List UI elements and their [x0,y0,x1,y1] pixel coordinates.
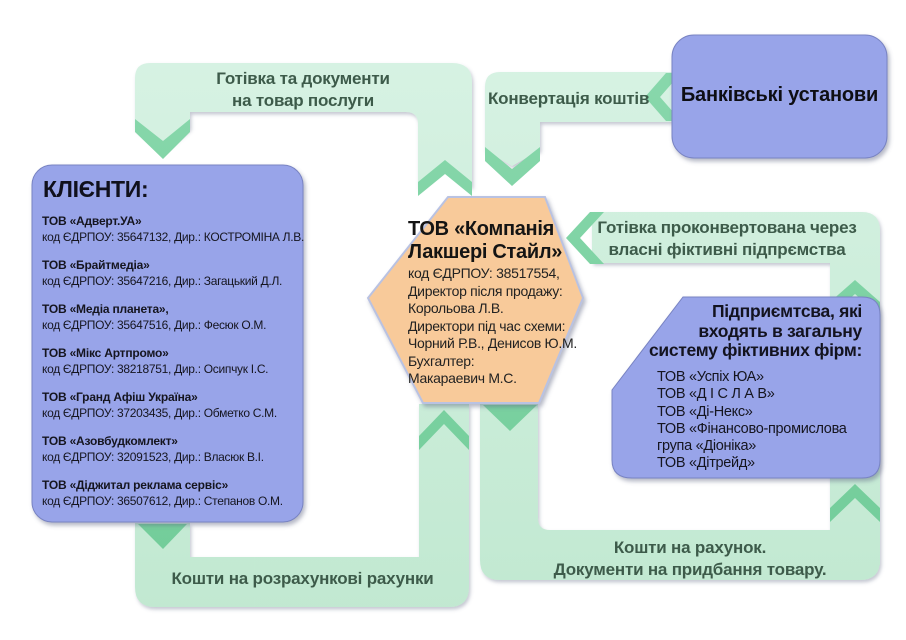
hexagon-title-line1: ТОВ «Компанія [408,218,554,240]
client-name: ТОВ «Мікс Артпромо» [42,346,169,360]
client-details: код ЄДРПОУ: 35647216, Дир.: Загацький Д.Л. [42,274,283,288]
hexagon-line: Бухгалтер: [408,352,475,369]
shell-box-title [612,302,862,361]
shell-box-title-line2: входять в загальну [698,320,862,341]
client-details: код ЄДРПОУ: 35647516, Дир.: Фесюк О.М. [42,318,267,332]
shell-box-title-line1: Підприємтсва, які [712,301,862,321]
hexagon-line: Директор після продажу: [408,282,563,299]
label-cash-documents-line1: Готівка та документи [216,69,390,88]
clients-box-title: КЛІЄНТИ: [43,176,149,202]
hexagon-line: Директори під час схеми: [408,317,566,334]
label-converted-cash-line2: власні фіктивні підпрємства [608,240,846,259]
client-entry [42,257,282,289]
client-name: ТОВ «Брайтмедіа» [42,258,150,272]
hexagon-content [408,218,577,388]
client-details: код ЄДРПОУ: 37203435, Дир.: Обметко С.М. [42,406,277,420]
shell-box-list [657,369,847,473]
label-funds-documents-line1: Кошти на рахунок. [613,538,767,557]
hexagon-title-line2: Лакшері Стайл» [408,241,563,263]
label-conversion: Конвертація коштів [488,89,650,108]
shell-company: ТОВ «Успіх ЮА» [657,369,764,385]
client-name: ТОВ «Адверт.УА» [42,214,142,228]
client-details: код ЄДРПОУ: 35647132, Дир.: КОСТРОМІНА Л.В. [42,230,305,244]
flow-band-conversion [485,72,672,166]
hexagon-line: Чорний Р.В., Денисов Ю.М. [408,335,577,351]
shell-company: ТОВ «Фінансово-промислова [657,420,847,437]
client-entry [42,433,264,465]
hexagon-line: Корольова Л.В. [408,300,504,316]
shell-company: ТОВ «Дітрейд» [657,455,755,472]
label-funds-documents [530,537,850,581]
label-converted-cash [592,217,862,261]
client-details: код ЄДРПОУ: 32091523, Дир.: Власюк В.І. [42,450,264,464]
client-details: код ЄДРПОУ: 36507612, Дир.: Степанов О.М. [42,494,283,508]
client-entry [42,301,266,333]
hexagon-line: Макараевич М.С. [408,370,517,386]
label-cash-documents [148,68,458,112]
label-cash-documents-line2: на товар послуги [232,91,374,110]
bank-box-title: Банківські установи [680,84,879,106]
client-details: код ЄДРПОУ: 38218751, Дир.: Осипчук І.С. [42,362,269,376]
client-entry [42,345,268,377]
shell-box-title-line3: систему фіктивних фірм: [648,340,862,360]
shell-company: ТОВ «Д І С Л А В» [657,386,775,403]
hexagon-line: код ЄДРПОУ: 38517554, [408,265,560,281]
client-entry [42,213,304,245]
client-name: ТОВ «Гранд Афіш Україна» [42,390,198,404]
client-name: ТОВ «Медіа планета», [42,302,169,316]
client-entry [42,477,283,509]
client-entry [42,389,277,421]
label-converted-cash-line1: Готівка проконвертована через [597,218,857,237]
client-name: ТОВ «Діджитал реклама сервіс» [42,478,229,492]
shell-company: ТОВ «Ді-Некс» [657,403,753,420]
label-funds-accounts: Кошти на розрахункові рахунки [171,569,434,588]
shell-company: група «Діоніка» [657,438,757,455]
label-funds-documents-line2: Документи на придбання товару. [553,560,827,579]
client-name: ТОВ «Азовбудкомлект» [42,434,178,448]
